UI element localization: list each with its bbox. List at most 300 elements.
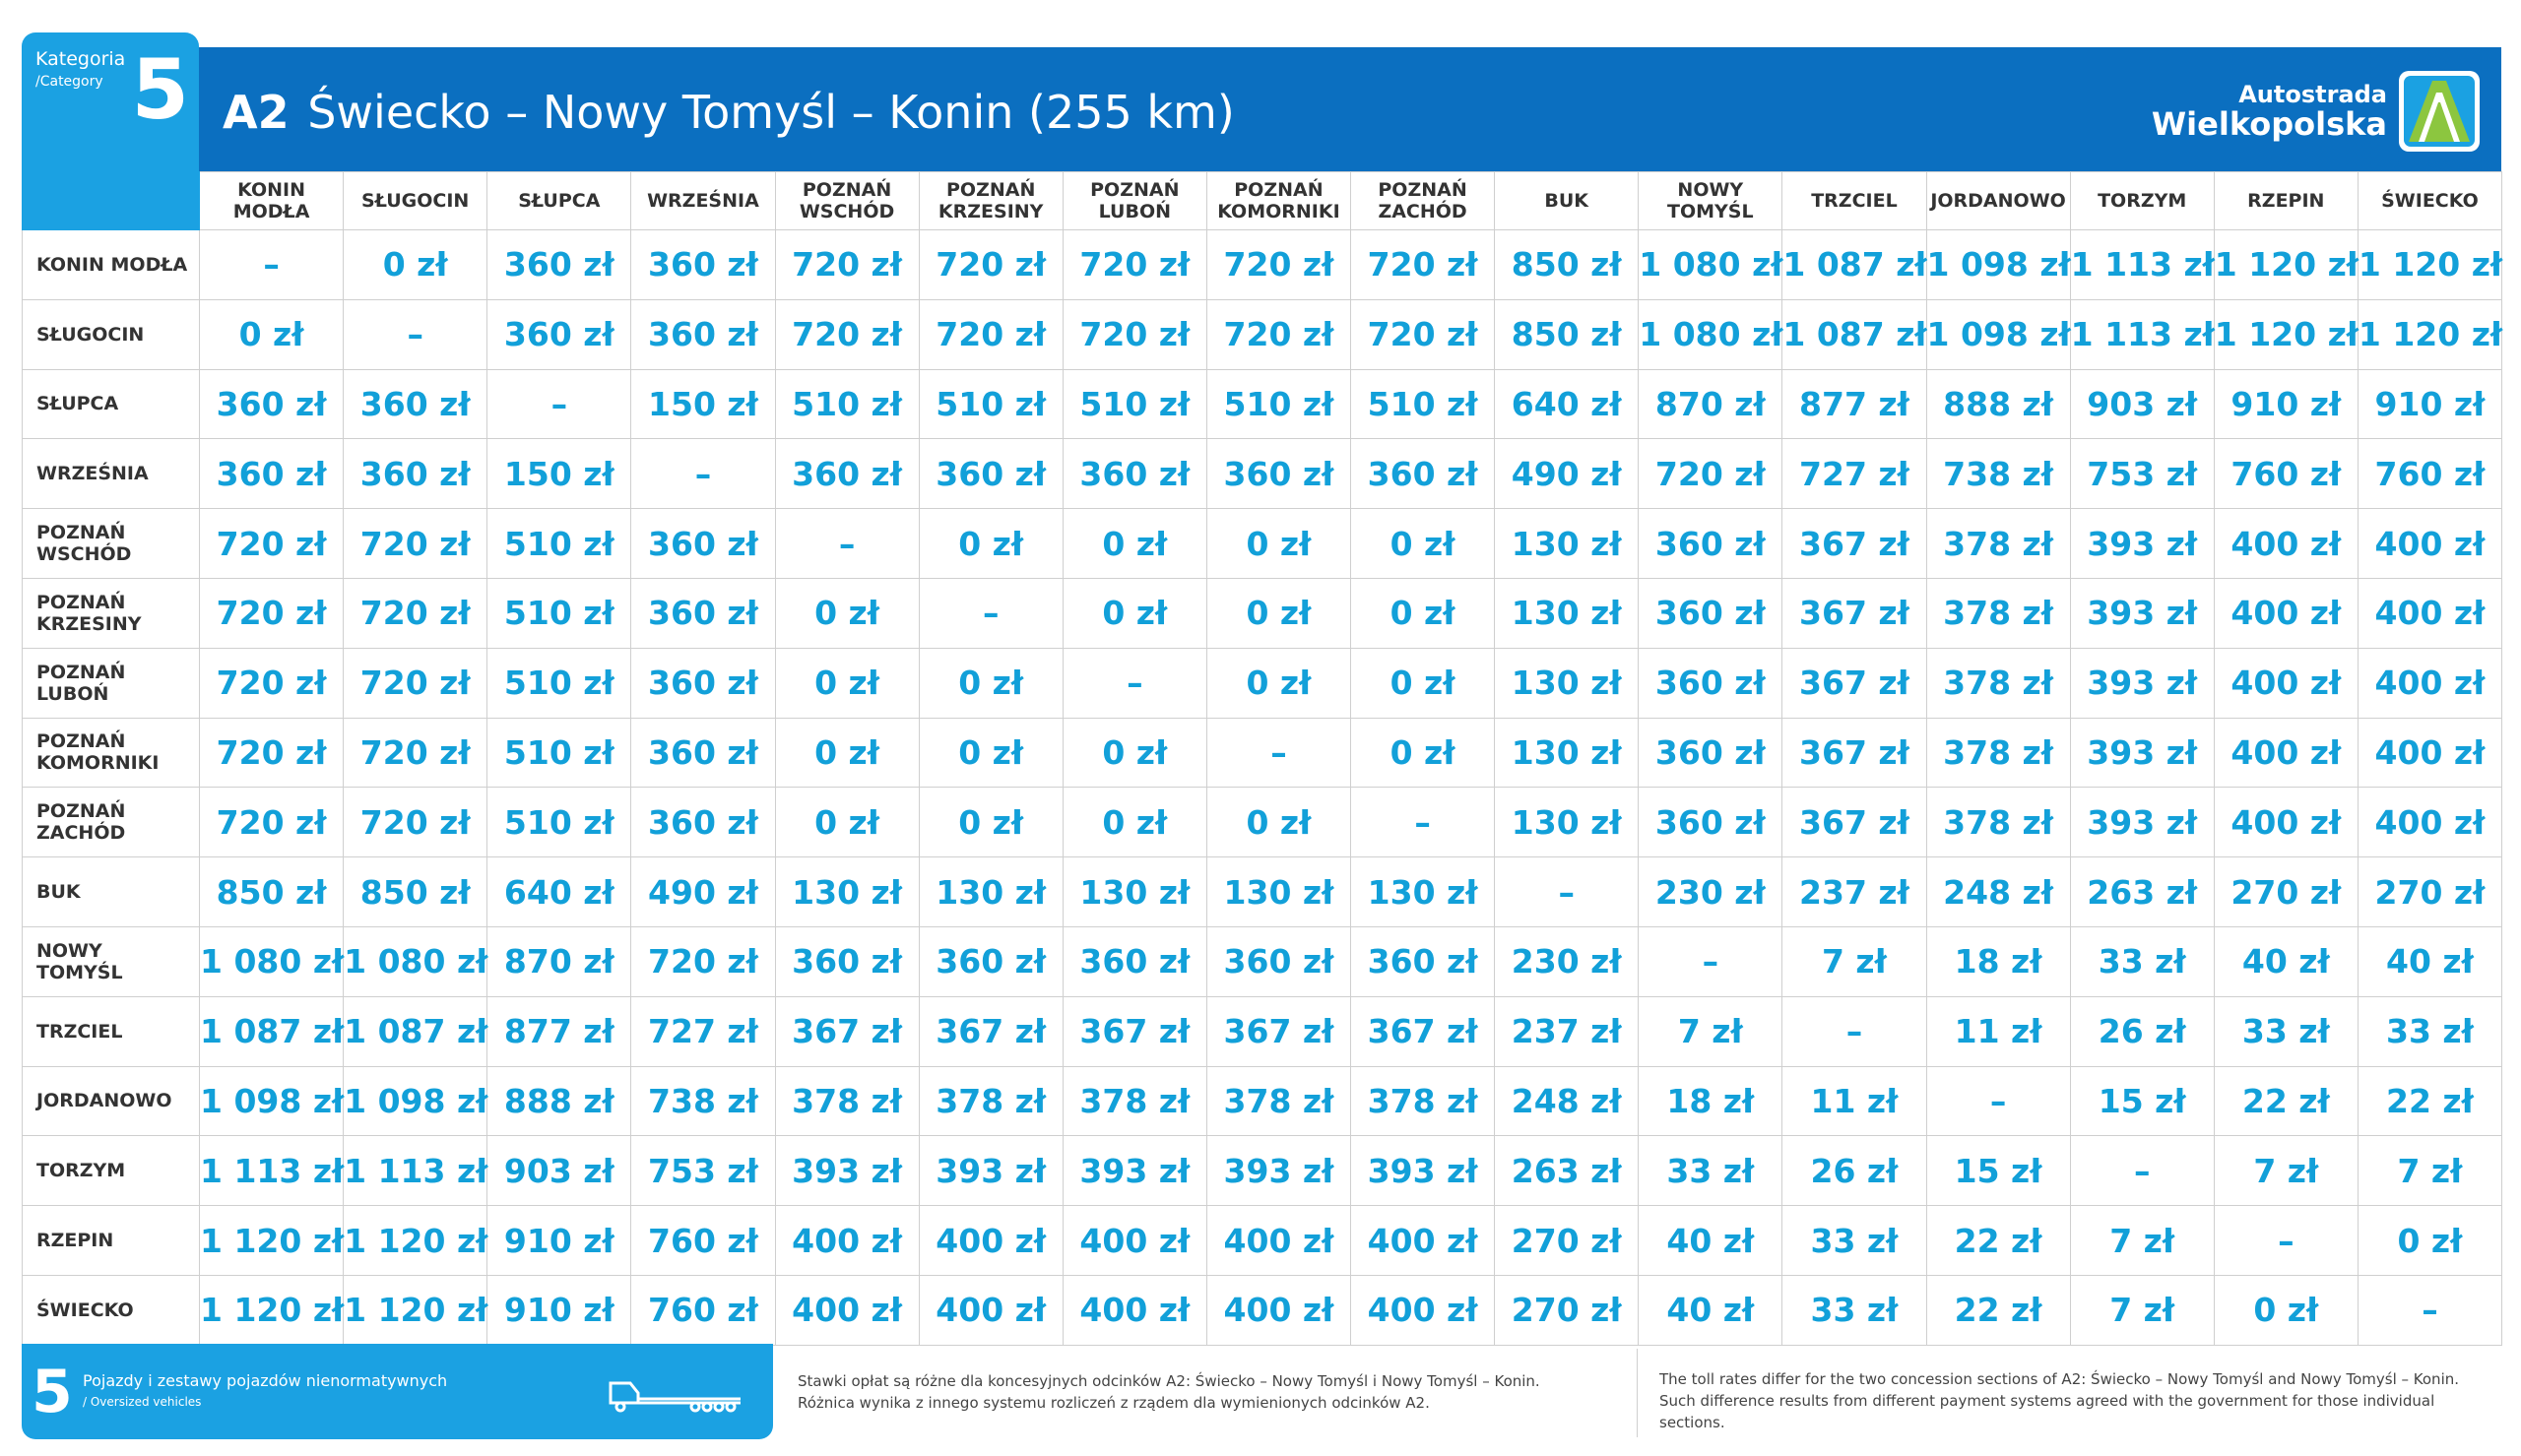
toll-cell: 720 zł bbox=[200, 788, 344, 857]
toll-cell: – bbox=[487, 369, 631, 439]
toll-cell: 360 zł bbox=[1063, 926, 1206, 996]
row-header: TORZYM bbox=[23, 1136, 200, 1206]
toll-cell: 393 zł bbox=[2070, 788, 2214, 857]
toll-cell: 510 zł bbox=[487, 509, 631, 579]
toll-cell: 393 zł bbox=[775, 1136, 919, 1206]
toll-cell: 720 zł bbox=[200, 718, 344, 788]
toll-cell: 0 zł bbox=[2358, 1206, 2501, 1276]
note-divider bbox=[1637, 1349, 1638, 1437]
toll-cell: – bbox=[1495, 857, 1639, 927]
toll-cell: 1 120 zł bbox=[200, 1275, 344, 1345]
toll-cell: 360 zł bbox=[919, 926, 1063, 996]
toll-cell: 850 zł bbox=[1495, 230, 1639, 300]
column-header: KONIN MODŁA bbox=[200, 172, 344, 230]
row-header: POZNAŃ WSCHÓD bbox=[23, 509, 200, 579]
toll-cell: 400 zł bbox=[2358, 648, 2501, 718]
toll-cell: 360 zł bbox=[1639, 509, 1782, 579]
toll-cell: 1 120 zł bbox=[2214, 299, 2358, 369]
toll-cell: 738 zł bbox=[1926, 439, 2070, 509]
toll-cell: 400 zł bbox=[2214, 718, 2358, 788]
toll-cell: 1 120 zł bbox=[200, 1206, 344, 1276]
toll-cell: 7 zł bbox=[1782, 926, 1926, 996]
toll-cell: 870 zł bbox=[487, 926, 631, 996]
column-header: POZNAŃ WSCHÓD bbox=[775, 172, 919, 230]
row-header: POZNAŃ ZACHÓD bbox=[23, 788, 200, 857]
toll-cell: 1 087 zł bbox=[1782, 230, 1926, 300]
toll-cell: 150 zł bbox=[631, 369, 775, 439]
toll-cell: 910 zł bbox=[2358, 369, 2501, 439]
row-header: KONIN MODŁA bbox=[23, 230, 200, 300]
row-header: RZEPIN bbox=[23, 1206, 200, 1276]
toll-cell: 360 zł bbox=[1351, 926, 1495, 996]
toll-cell: 400 zł bbox=[2214, 578, 2358, 648]
toll-cell: 1 113 zł bbox=[200, 1136, 344, 1206]
toll-cell: 367 zł bbox=[1782, 788, 1926, 857]
toll-cell: 150 zł bbox=[487, 439, 631, 509]
toll-cell: – bbox=[775, 509, 919, 579]
toll-cell: 40 zł bbox=[1639, 1275, 1782, 1345]
toll-cell: 720 zł bbox=[1351, 299, 1495, 369]
toll-cell: 490 zł bbox=[631, 857, 775, 927]
toll-cell: 22 zł bbox=[1926, 1206, 2070, 1276]
toll-cell: 1 113 zł bbox=[344, 1136, 487, 1206]
toll-cell: 850 zł bbox=[200, 857, 344, 927]
toll-cell: 360 zł bbox=[487, 230, 631, 300]
toll-cell: 33 zł bbox=[2214, 996, 2358, 1066]
toll-cell: 510 zł bbox=[487, 718, 631, 788]
toll-cell: 0 zł bbox=[1063, 718, 1206, 788]
note-polish: Stawki opłat są różne dla koncesyjnych odcinków A2: Świecko – Nowy Tomyśl i Nowy Tomyśl – Konin. Różnica wynika z innego systemu rozliczeń z rządem dla wymienionych odcinków A2. bbox=[798, 1372, 1540, 1412]
toll-cell: – bbox=[344, 299, 487, 369]
toll-cell: 360 zł bbox=[1206, 926, 1350, 996]
column-header: SŁUGOCIN bbox=[344, 172, 487, 230]
toll-cell: 510 zł bbox=[1351, 369, 1495, 439]
toll-cell: 1 120 zł bbox=[2214, 230, 2358, 300]
toll-cell: 270 zł bbox=[2214, 857, 2358, 927]
toll-cell: 720 zł bbox=[775, 230, 919, 300]
toll-cell: 1 087 zł bbox=[1782, 299, 1926, 369]
toll-cell: 910 zł bbox=[2214, 369, 2358, 439]
toll-cell: 910 zł bbox=[487, 1275, 631, 1345]
toll-cell: 230 zł bbox=[1639, 857, 1782, 927]
toll-cell: 1 087 zł bbox=[200, 996, 344, 1066]
toll-cell: 1 080 zł bbox=[200, 926, 344, 996]
toll-cell: – bbox=[631, 439, 775, 509]
table-row bbox=[23, 230, 2502, 300]
toll-cell: 378 zł bbox=[775, 1066, 919, 1136]
footer-category-number: 5 bbox=[32, 1358, 73, 1426]
toll-cell: 870 zł bbox=[1639, 369, 1782, 439]
table-row bbox=[23, 648, 2502, 718]
toll-cell: 400 zł bbox=[1206, 1275, 1350, 1345]
toll-cell: 400 zł bbox=[1351, 1275, 1495, 1345]
toll-cell: 720 zł bbox=[1063, 230, 1206, 300]
column-header: BUK bbox=[1495, 172, 1639, 230]
toll-cell: – bbox=[1639, 926, 1782, 996]
toll-cell: 720 zł bbox=[631, 926, 775, 996]
toll-cell: 760 zł bbox=[2214, 439, 2358, 509]
toll-cell: 720 zł bbox=[200, 509, 344, 579]
table-row bbox=[23, 1066, 2502, 1136]
column-header: POZNAŃ LUBOŃ bbox=[1063, 172, 1206, 230]
toll-cell: 360 zł bbox=[1639, 648, 1782, 718]
row-header: JORDANOWO bbox=[23, 1066, 200, 1136]
toll-cell: 367 zł bbox=[1782, 648, 1926, 718]
toll-cell: 720 zł bbox=[919, 230, 1063, 300]
toll-cell: 0 zł bbox=[1063, 788, 1206, 857]
toll-cell: 0 zł bbox=[1206, 509, 1350, 579]
toll-cell: 11 zł bbox=[1926, 996, 2070, 1066]
toll-cell: 850 zł bbox=[344, 857, 487, 927]
toll-cell: 33 zł bbox=[1782, 1275, 1926, 1345]
toll-cell: 0 zł bbox=[1351, 648, 1495, 718]
toll-cell: 0 zł bbox=[200, 299, 344, 369]
toll-cell: 393 zł bbox=[2070, 648, 2214, 718]
toll-cell: 903 zł bbox=[487, 1136, 631, 1206]
toll-cell: 0 zł bbox=[919, 718, 1063, 788]
toll-cell: 0 zł bbox=[1206, 578, 1350, 648]
toll-cell: 360 zł bbox=[631, 718, 775, 788]
toll-cell: 270 zł bbox=[2358, 857, 2501, 927]
toll-cell: 7 zł bbox=[2070, 1275, 2214, 1345]
toll-cell: 393 zł bbox=[2070, 509, 2214, 579]
toll-cell: 15 zł bbox=[1926, 1136, 2070, 1206]
toll-cell: 393 zł bbox=[1206, 1136, 1350, 1206]
toll-cell: 720 zł bbox=[344, 578, 487, 648]
toll-cell: 720 zł bbox=[1639, 439, 1782, 509]
toll-cell: 0 zł bbox=[1351, 578, 1495, 648]
toll-cell: 130 zł bbox=[1495, 788, 1639, 857]
toll-cell: 393 zł bbox=[2070, 578, 2214, 648]
toll-cell: 33 zł bbox=[2358, 996, 2501, 1066]
toll-cell: 0 zł bbox=[1063, 578, 1206, 648]
toll-cell: 400 zł bbox=[1063, 1275, 1206, 1345]
brand bbox=[2152, 69, 2482, 154]
toll-cell: 367 zł bbox=[919, 996, 1063, 1066]
toll-cell: 720 zł bbox=[1063, 299, 1206, 369]
toll-cell: 1 080 zł bbox=[1639, 299, 1782, 369]
toll-cell: 18 zł bbox=[1926, 926, 2070, 996]
toll-cell: 850 zł bbox=[1495, 299, 1639, 369]
toll-cell: 400 zł bbox=[2214, 648, 2358, 718]
toll-cell: 0 zł bbox=[1206, 788, 1350, 857]
toll-cell: 720 zł bbox=[200, 578, 344, 648]
toll-cell: 360 zł bbox=[631, 578, 775, 648]
column-header: POZNAŃ ZACHÓD bbox=[1351, 172, 1495, 230]
toll-cell: 130 zł bbox=[775, 857, 919, 927]
column-header: RZEPIN bbox=[2214, 172, 2358, 230]
row-header: POZNAŃ KRZESINY bbox=[23, 578, 200, 648]
toll-cell: 360 zł bbox=[775, 926, 919, 996]
toll-cell: 720 zł bbox=[344, 648, 487, 718]
toll-cell: 360 zł bbox=[631, 299, 775, 369]
toll-cell: 0 zł bbox=[919, 788, 1063, 857]
toll-cell: – bbox=[1206, 718, 1350, 788]
toll-table bbox=[22, 171, 2502, 1346]
toll-cell: 0 zł bbox=[1351, 718, 1495, 788]
toll-cell: 400 zł bbox=[919, 1206, 1063, 1276]
toll-cell: 1 087 zł bbox=[344, 996, 487, 1066]
column-header: TRZCIEL bbox=[1782, 172, 1926, 230]
toll-cell: 378 zł bbox=[1926, 718, 2070, 788]
toll-cell: 720 zł bbox=[344, 788, 487, 857]
toll-cell: 130 zł bbox=[1206, 857, 1350, 927]
oversized-truck-icon bbox=[607, 1375, 744, 1415]
toll-cell: – bbox=[2214, 1206, 2358, 1276]
toll-cell: 760 zł bbox=[2358, 439, 2501, 509]
table-row bbox=[23, 1136, 2502, 1206]
toll-cell: 130 zł bbox=[1495, 578, 1639, 648]
toll-cell: – bbox=[1926, 1066, 2070, 1136]
row-header: POZNAŃ KOMORNIKI bbox=[23, 718, 200, 788]
toll-cell: 0 zł bbox=[2214, 1275, 2358, 1345]
table-corner bbox=[23, 172, 200, 230]
footer-category-box bbox=[22, 1344, 773, 1439]
toll-cell: 400 zł bbox=[1351, 1206, 1495, 1276]
toll-cell: 720 zł bbox=[1206, 299, 1350, 369]
toll-cell: 1 120 zł bbox=[344, 1275, 487, 1345]
column-header: TORZYM bbox=[2070, 172, 2214, 230]
toll-cell: 367 zł bbox=[1063, 996, 1206, 1066]
brand-line-1: Autostrada bbox=[2238, 81, 2387, 108]
toll-cell: 640 zł bbox=[1495, 369, 1639, 439]
toll-cell: 378 zł bbox=[1926, 648, 2070, 718]
table-row bbox=[23, 788, 2502, 857]
column-header: POZNAŃ KOMORNIKI bbox=[1206, 172, 1350, 230]
toll-cell: 263 zł bbox=[2070, 857, 2214, 927]
brand-line-2: Wielkopolska bbox=[2151, 105, 2387, 143]
column-header: NOWY TOMYŚL bbox=[1639, 172, 1782, 230]
row-header: TRZCIEL bbox=[23, 996, 200, 1066]
toll-cell: – bbox=[1063, 648, 1206, 718]
toll-cell: 720 zł bbox=[200, 648, 344, 718]
toll-cell: 130 zł bbox=[1063, 857, 1206, 927]
category-number: 5 bbox=[131, 41, 189, 138]
toll-cell: 360 zł bbox=[1063, 439, 1206, 509]
toll-cell: 130 zł bbox=[1495, 509, 1639, 579]
row-header: SŁUGOCIN bbox=[23, 299, 200, 369]
toll-cell: 400 zł bbox=[2358, 509, 2501, 579]
toll-cell: 877 zł bbox=[1782, 369, 1926, 439]
toll-cell: 393 zł bbox=[1063, 1136, 1206, 1206]
toll-cell: 378 zł bbox=[1351, 1066, 1495, 1136]
toll-cell: 367 zł bbox=[1351, 996, 1495, 1066]
toll-cell: 7 zł bbox=[2070, 1206, 2214, 1276]
note-english: The toll rates differ for the two concession sections of A2: Świecko – Nowy Tomyśl and Nowy Tomyśl – Konin. Such difference results from different payment systems agreed with the government for those individual sections. bbox=[1659, 1370, 2460, 1431]
toll-cell: 0 zł bbox=[1063, 509, 1206, 579]
toll-cell: 720 zł bbox=[344, 718, 487, 788]
toll-cell: 237 zł bbox=[1495, 996, 1639, 1066]
toll-cell: 720 zł bbox=[919, 299, 1063, 369]
table-row bbox=[23, 439, 2502, 509]
toll-cell: – bbox=[1782, 996, 1926, 1066]
toll-cell: 1 098 zł bbox=[1926, 299, 2070, 369]
toll-cell: 0 zł bbox=[1206, 648, 1350, 718]
toll-cell: – bbox=[200, 230, 344, 300]
toll-cell: 360 zł bbox=[1639, 718, 1782, 788]
toll-cell: 7 zł bbox=[1639, 996, 1782, 1066]
category-sublabel: /Category bbox=[35, 74, 103, 90]
toll-cell: 248 zł bbox=[1926, 857, 2070, 927]
toll-cell: 40 zł bbox=[1639, 1206, 1782, 1276]
toll-cell: 510 zł bbox=[1206, 369, 1350, 439]
toll-cell: 727 zł bbox=[631, 996, 775, 1066]
column-header: JORDANOWO bbox=[1926, 172, 2070, 230]
toll-cell: 360 zł bbox=[1639, 578, 1782, 648]
toll-cell: 378 zł bbox=[1926, 509, 2070, 579]
toll-cell: 360 zł bbox=[200, 439, 344, 509]
toll-cell: 0 zł bbox=[775, 648, 919, 718]
toll-cell: 400 zł bbox=[919, 1275, 1063, 1345]
row-header: NOWY TOMYŚL bbox=[23, 926, 200, 996]
toll-cell: 510 zł bbox=[487, 788, 631, 857]
row-header: POZNAŃ LUBOŃ bbox=[23, 648, 200, 718]
toll-cell: 360 zł bbox=[487, 299, 631, 369]
autostrada-logo bbox=[2397, 69, 2482, 154]
toll-cell: 378 zł bbox=[1926, 578, 2070, 648]
toll-cell: 360 zł bbox=[631, 509, 775, 579]
page-title bbox=[223, 85, 1235, 140]
toll-cell: 1 120 zł bbox=[2358, 230, 2501, 300]
header-bar bbox=[199, 47, 2501, 171]
toll-cell: 360 zł bbox=[344, 369, 487, 439]
toll-cell: 400 zł bbox=[2358, 788, 2501, 857]
toll-cell: 888 zł bbox=[487, 1066, 631, 1136]
footer-label-pl: Pojazdy i zestawy pojazdów nienormatywnych bbox=[83, 1371, 448, 1390]
toll-cell: 360 zł bbox=[1639, 788, 1782, 857]
toll-cell: 26 zł bbox=[2070, 996, 2214, 1066]
toll-cell: 1 113 zł bbox=[2070, 299, 2214, 369]
toll-cell: – bbox=[2070, 1136, 2214, 1206]
toll-cell: 400 zł bbox=[2214, 788, 2358, 857]
toll-cell: 1 120 zł bbox=[2358, 299, 2501, 369]
table-row bbox=[23, 926, 2502, 996]
toll-cell: 7 zł bbox=[2214, 1136, 2358, 1206]
toll-cell: 0 zł bbox=[775, 788, 919, 857]
toll-cell: 378 zł bbox=[1063, 1066, 1206, 1136]
toll-cell: 22 zł bbox=[1926, 1275, 2070, 1345]
column-header: WRZEŚNIA bbox=[631, 172, 775, 230]
toll-cell: 400 zł bbox=[1206, 1206, 1350, 1276]
toll-cell: 510 zł bbox=[1063, 369, 1206, 439]
toll-cell: 400 zł bbox=[2358, 578, 2501, 648]
toll-cell: – bbox=[919, 578, 1063, 648]
toll-cell: 1 080 zł bbox=[1639, 230, 1782, 300]
toll-cell: 26 zł bbox=[1782, 1136, 1926, 1206]
toll-cell: 11 zł bbox=[1782, 1066, 1926, 1136]
toll-cell: 400 zł bbox=[2214, 509, 2358, 579]
toll-cell: 248 zł bbox=[1495, 1066, 1639, 1136]
toll-cell: 22 zł bbox=[2358, 1066, 2501, 1136]
toll-cell: 720 zł bbox=[344, 509, 487, 579]
toll-cell: 360 zł bbox=[1351, 439, 1495, 509]
table-row bbox=[23, 1275, 2502, 1345]
toll-cell: 877 zł bbox=[487, 996, 631, 1066]
toll-cell: 15 zł bbox=[2070, 1066, 2214, 1136]
toll-cell: 378 zł bbox=[919, 1066, 1063, 1136]
toll-cell: 720 zł bbox=[775, 299, 919, 369]
toll-cell: 33 zł bbox=[2070, 926, 2214, 996]
toll-cell: 910 zł bbox=[487, 1206, 631, 1276]
toll-cell: 360 zł bbox=[631, 230, 775, 300]
toll-cell: 367 zł bbox=[1206, 996, 1350, 1066]
toll-cell: 33 zł bbox=[1639, 1136, 1782, 1206]
toll-cell: 0 zł bbox=[775, 578, 919, 648]
toll-cell: 760 zł bbox=[631, 1275, 775, 1345]
toll-cell: 400 zł bbox=[1063, 1206, 1206, 1276]
table-header-row bbox=[23, 172, 2502, 230]
toll-cell: 40 zł bbox=[2358, 926, 2501, 996]
toll-cell: 510 zł bbox=[775, 369, 919, 439]
toll-cell: 367 zł bbox=[1782, 718, 1926, 788]
toll-cell: 367 zł bbox=[1782, 578, 1926, 648]
toll-cell: 0 zł bbox=[344, 230, 487, 300]
table-row bbox=[23, 1206, 2502, 1276]
toll-cell: 237 zł bbox=[1782, 857, 1926, 927]
row-header: BUK bbox=[23, 857, 200, 927]
row-header: ŚWIECKO bbox=[23, 1275, 200, 1345]
toll-cell: 360 zł bbox=[1206, 439, 1350, 509]
toll-cell: 270 zł bbox=[1495, 1206, 1639, 1276]
road-number: A2 bbox=[223, 86, 290, 139]
toll-cell: 400 zł bbox=[775, 1275, 919, 1345]
toll-cell: 0 zł bbox=[1351, 509, 1495, 579]
footer-label-en: / Oversized vehicles bbox=[83, 1395, 202, 1409]
toll-cell: 360 zł bbox=[344, 439, 487, 509]
table-row bbox=[23, 578, 2502, 648]
toll-cell: 1 080 zł bbox=[344, 926, 487, 996]
toll-cell: 1 098 zł bbox=[1926, 230, 2070, 300]
toll-cell: 130 zł bbox=[1351, 857, 1495, 927]
toll-cell: 0 zł bbox=[919, 648, 1063, 718]
toll-cell: 1 113 zł bbox=[2070, 230, 2214, 300]
toll-cell: 360 zł bbox=[200, 369, 344, 439]
toll-cell: 738 zł bbox=[631, 1066, 775, 1136]
toll-cell: 753 zł bbox=[631, 1136, 775, 1206]
table-row bbox=[23, 718, 2502, 788]
toll-cell: 640 zł bbox=[487, 857, 631, 927]
toll-cell: 393 zł bbox=[2070, 718, 2214, 788]
table-row bbox=[23, 509, 2502, 579]
toll-cell: 33 zł bbox=[1782, 1206, 1926, 1276]
toll-cell: 393 zł bbox=[1351, 1136, 1495, 1206]
toll-cell: 0 zł bbox=[919, 509, 1063, 579]
toll-cell: 130 zł bbox=[1495, 718, 1639, 788]
toll-cell: 393 zł bbox=[919, 1136, 1063, 1206]
toll-cell: 360 zł bbox=[919, 439, 1063, 509]
toll-cell: 727 zł bbox=[1782, 439, 1926, 509]
table-row bbox=[23, 299, 2502, 369]
column-header: POZNAŃ KRZESINY bbox=[919, 172, 1063, 230]
toll-cell: 378 zł bbox=[1206, 1066, 1350, 1136]
toll-cell: 1 098 zł bbox=[200, 1066, 344, 1136]
toll-cell: 1 120 zł bbox=[344, 1206, 487, 1276]
toll-cell: 0 zł bbox=[775, 718, 919, 788]
toll-cell: 360 zł bbox=[631, 648, 775, 718]
toll-cell: 490 zł bbox=[1495, 439, 1639, 509]
row-header: WRZEŚNIA bbox=[23, 439, 200, 509]
toll-cell: 720 zł bbox=[1351, 230, 1495, 300]
toll-cell: 510 zł bbox=[487, 578, 631, 648]
table-row bbox=[23, 857, 2502, 927]
toll-cell: 130 zł bbox=[1495, 648, 1639, 718]
toll-cell: 753 zł bbox=[2070, 439, 2214, 509]
route-name: Świecko – Nowy Tomyśl – Konin (255 km) bbox=[307, 86, 1235, 139]
table-row bbox=[23, 369, 2502, 439]
toll-cell: – bbox=[1351, 788, 1495, 857]
category-label: Kategoria bbox=[35, 48, 126, 70]
toll-cell: 510 zł bbox=[487, 648, 631, 718]
